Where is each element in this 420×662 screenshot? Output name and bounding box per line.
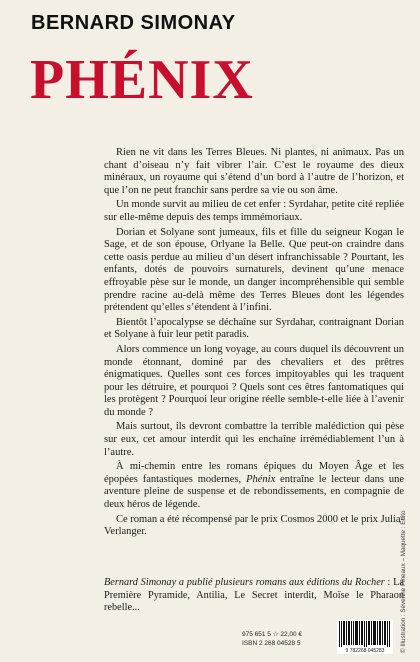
blurb-paragraph: Un monde survit au milieu de cet enfer : Syrdahar, petite cité repliée sur elle-même depuis des temps immémoriaux. — [104, 199, 404, 223]
illustration-credit: © Illustration : Séverine Pineaux – Maquette : Édito — [400, 510, 407, 653]
blurb-text: À mi-chemin entre les romans épiques du Moyen Âge et les épopées fantastiques modernes, — [104, 461, 404, 485]
blurb-paragraph: Mais surtout, ils devront combattre la terrible malédiction qui pèse sur eux, cet amour interdit qui les enchaîne irrémédiablement l’un à l’autre. — [104, 421, 404, 458]
blurb-text: entraîne le lecteur dans une aventure pleine de suspense et de rebondissements, en compagnie de deux héros de légende. — [104, 473, 405, 511]
barcode-digits: 9 782268 045283 — [337, 648, 393, 654]
blurb-paragraph: Dorian et Solyane sont jumeaux, fils et fille du seigneur Kogan le Sage, et de son épouse, Orlyane la Belle. Que peut-on craindre dans cette oasis perdue au milieu d’un désert infranchissable ? Pourtant, les enfants, dotés de pouvoirs surnaturels, devinent qu’une menace effroyable pèse sur le monde, un danger incompréhensible qui semble prendre racine au-delà même des Terres Bleues dont les légendes prétendent qu’elles s’étendent à l’infini. — [104, 226, 404, 314]
author-name: BERNARD SIMONAY — [31, 12, 236, 34]
blurb-paragraph: Rien ne vit dans les Terres Bleues. Ni plantes, ni animaux. Pas un chant d’oiseau n’y fait vibrer l’air. C’est le royaume des dieux minéraux, un royaume qui s’étend d’un bord à l’autre de l’horizon, et que l’on ne peut franchir sans perdre sa vie ou son âme. — [104, 147, 404, 196]
blurb-paragraph: Bientôt l’apocalypse se déchaîne sur Syrdahar, contraignant Dorian et Solyane à fuir leur petit paradis. — [104, 316, 404, 341]
blurb-paragraph: Alors commence un long voyage, au cours duquel ils découvrent un monde étonnant, dominé par des chevaliers et des prêtres énigmatiques. Quelles sont ces forces impitoyables qui les traquent pour les détruire, et pourquoi ? Quels sont ces êtres fantomatiques qui les protègent ? Pourquoi leur origine réelle semble-t-elle liée à l’avenir du monde ? — [104, 343, 404, 418]
other-works — [104, 577, 404, 615]
back-cover-blurb — [104, 147, 404, 541]
blurb-paragraph: Ce roman a été récompensé par le prix Cosmos 2000 et le prix Julia-Verlanger. — [104, 513, 404, 538]
barcode-bars-icon — [337, 620, 393, 647]
isbn: ISBN 2 268 04528 5 — [242, 640, 301, 647]
barcode — [337, 620, 393, 654]
book-title: PHÉNIX — [30, 49, 254, 111]
blurb-title-ref: Phénix — [246, 473, 276, 485]
other-works-list: : La Première Pyramide, Antilia, Le Secret interdit, Moïse le Pharaon rebelle... — [104, 577, 404, 613]
other-works-lead: Bernard Simonay a publié plusieurs romans aux éditions du Rocher — [104, 577, 385, 588]
price-code: 975 651 5 ☆ 22,00 € — [242, 631, 303, 638]
blurb-paragraph — [104, 461, 404, 511]
